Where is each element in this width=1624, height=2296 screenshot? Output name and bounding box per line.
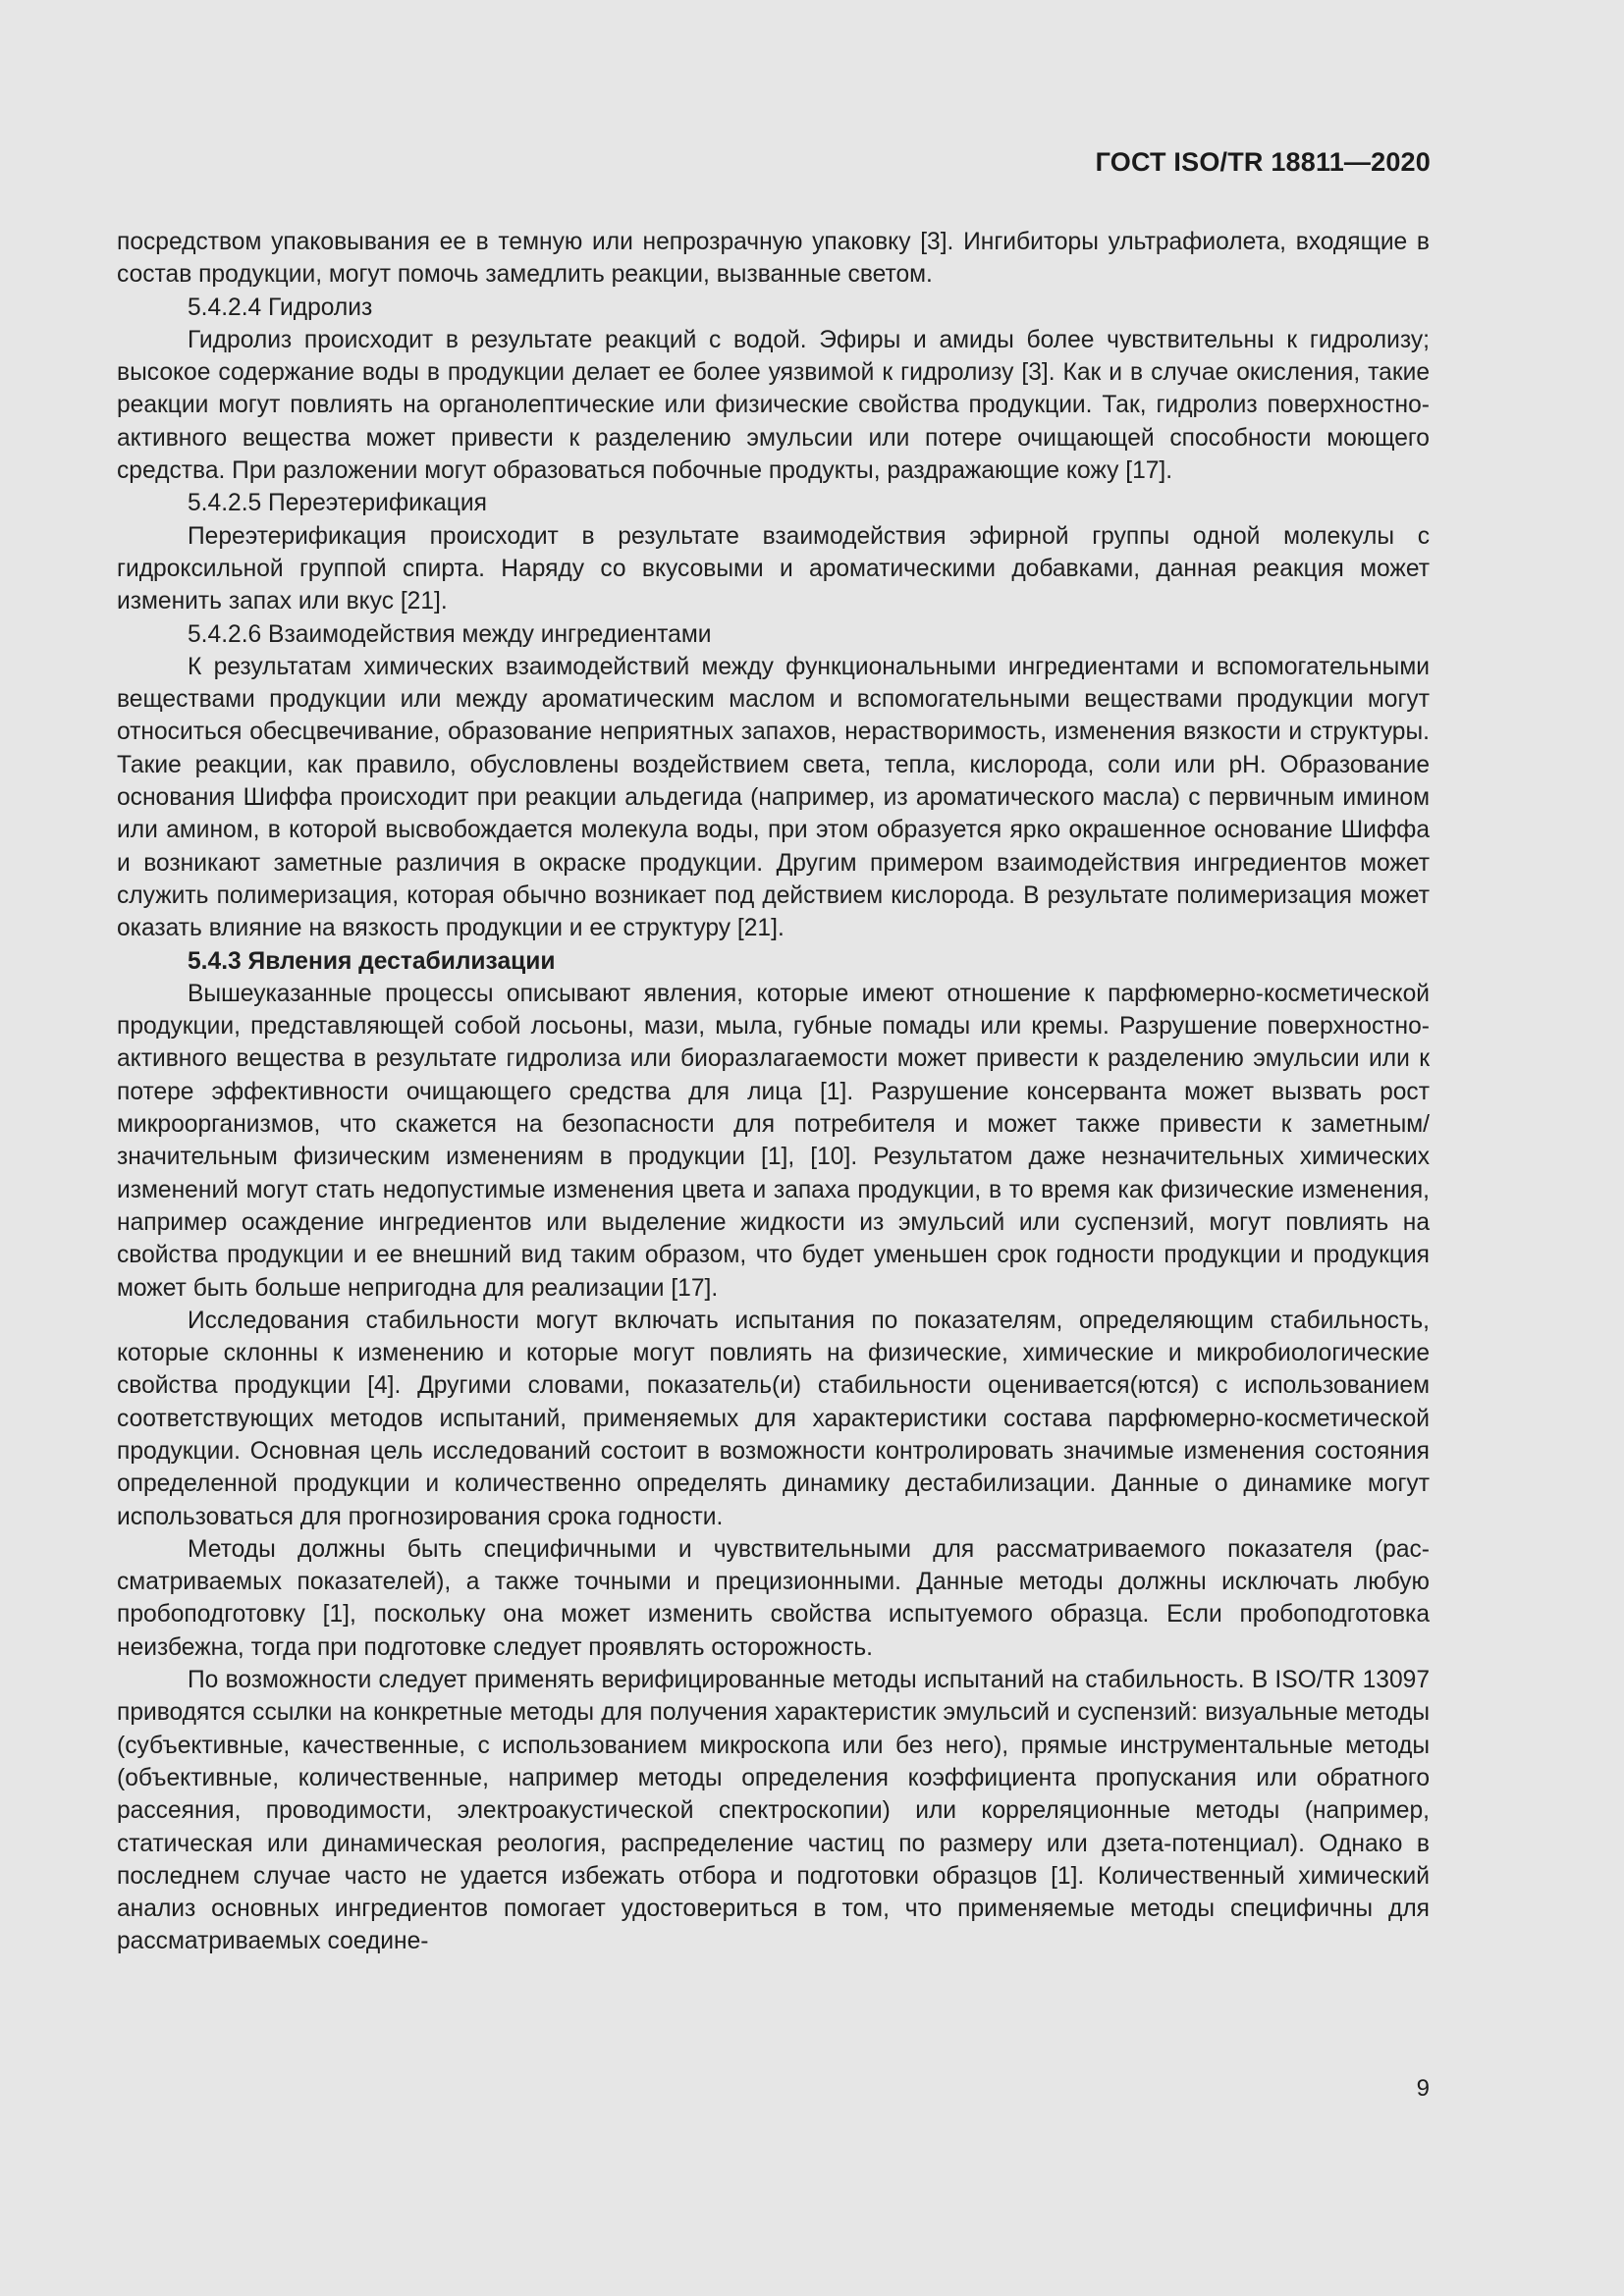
section-543-paragraph: Методы должны быть специфичными и чувствительными для рассматриваемого показателя (рассматриваемых показателей), а также точными и прецизионными. Данные методы должны исключать любую пробоподготовку [1], поскольку она может изменить свойства испытуемого образца. Если пробоподготовка неизбежна, тогда при подготовке следует проявлять осторожность.	[117, 1535, 1430, 1661]
section-heading-543: 5.4.3 Явления дестабилизации	[188, 947, 556, 975]
intro-continuation-paragraph: посредством упаковывания ее в темную или непрозрачную упаковку [3]. Ингибиторы ультрафиолета, входящие в состав продукции, могут помочь замедлить реакции, вызванные светом.	[117, 229, 1430, 289]
page-number: 9	[1416, 2075, 1430, 2102]
section-543-paragraph: Вышеуказанные процессы описывают явления, которые имеют отношение к парфюмерно-косметической продукции, представляющей собой лосьоны, мази, мыла, губные помады или кремы. Разрушение поверхностно-активного вещества в результате гидролиза или биоразлагаемости может привести к разделению эмульсии или к потере эффективности очищающего средства для лица [1]. Разрушение консерванта может вызвать рост микроорганизмов, что скажется на безопасности для потребителя и может также привести к заметным/значительным физическим изменениям в продукции [1], [10]. Результатом даже незначительных химических изменений могут стать недопустимые изменения цвета и запаха продукции, в то время как физические изменения, например осаждение ингредиентов или выделение жидкости из эмульсий или суспензий, могут повлиять на свойства продукции и ее внешний вид таким образом, что будет уменьшен срок годности продукции и продукция может быть больше непригодна для реализации [17].	[117, 980, 1430, 1302]
section-543-paragraph: По возможности следует применять верифицированные методы испытаний на стабильность. В ISO/TR 13097 приводятся ссылки на конкретные методы для получения характеристик эмульсий и суспензий: визуальные методы (субъективные, качественные, с использованием микроскопа или без него), прямые инструментальные методы (объективные, количественные, например методы определения коэффициента пропускания или обратного рассеяния, проводимости, электроакустической спектроскопии) или корреляционные методы (например, статическая или динамическая реология, распределение частиц по размеру или дзета-потенциал). Однако в последнем случае часто не удается избежать отбора и подготовки образцов [1]. Количественный химический анализ основных ингредиентов помогает удостовериться в том, что применяемые методы специфичны для рассматриваемых соедине-	[117, 1667, 1430, 1955]
section-text-5425: Переэтерификация происходит в результате взаимодействия эфирной группы одной молекулы с гидроксильной группой спирта. Наряду со вкусовыми и ароматическими добавками, данная реакция может изменить запах или вкус [21].	[117, 522, 1430, 615]
document-body	[117, 226, 1430, 1958]
standard-header: ГОСТ ISO/TR 18811—2020	[1095, 147, 1431, 177]
section-text-5424: Гидролиз происходит в результате реакций с водой. Эфиры и амиды более чувствительны к гидролизу; высокое содержание воды в продукции делает ее более уязвимой к гидролизу [3]. Как и в случае окисления, такие реакции могут повлиять на органолептические или физические свойства продукции. Так, гидролиз поверхностно-активного вещества может привести к разделению эмульсии или потере очищающей способности моющего средства. При разложении могут образоваться побочные продукты, раздражающие кожу [17].	[117, 326, 1430, 485]
section-heading-5425: 5.4.2.5 Переэтерификация	[188, 490, 487, 517]
section-text-5426: К результатам химических взаимодействий между функциональными ингредиентами и вспомогательными веществами продукции или между ароматическим маслом и вспомогательными веществами продукции могут относиться обесцвечивание, образование неприятных запахов, нерастворимость, изменения вязкости и структуры. Такие реакции, как правило, обусловлены воздействием света, тепла, кислорода, соли или pH. Образование основания Шиффа происходит при реакции альдегида (например, из ароматического масла) с первичным имином или амином, в которой высвобождается молекула воды, при этом образуется ярко окрашенное основание Шиффа и возникают заметные различия в окраске продукции. Другим примером взаимодействия ингредиентов может служить полимеризация, которая обычно возникает под действием кислорода. В результате полимеризация может оказать влияние на вязкость продукции и ее структуру [21].	[117, 653, 1430, 942]
section-heading-5426: 5.4.2.6 Взаимодействия между ингредиентами	[188, 620, 712, 648]
section-543-paragraph: Исследования стабильности могут включать испытания по показателям, определяющим стабильность, которые склонны к изменению и которые могут повлиять на физические, химические и микробиологические свойства продукции [4]. Другими словами, показатель(и) стабильности оценивается(ются) с использованием соответствующих методов испытаний, применяемых для характеристики состава парфюмерно-косметической продукции. Основная цель исследований состоит в возможности контролировать значимые изменения состояния определенной продукции и количественно определять динамику дестабилизации. Данные о динамике могут использоваться для прогнозирования срока годности.	[117, 1307, 1430, 1530]
section-heading-5424: 5.4.2.4 Гидролиз	[188, 294, 373, 321]
